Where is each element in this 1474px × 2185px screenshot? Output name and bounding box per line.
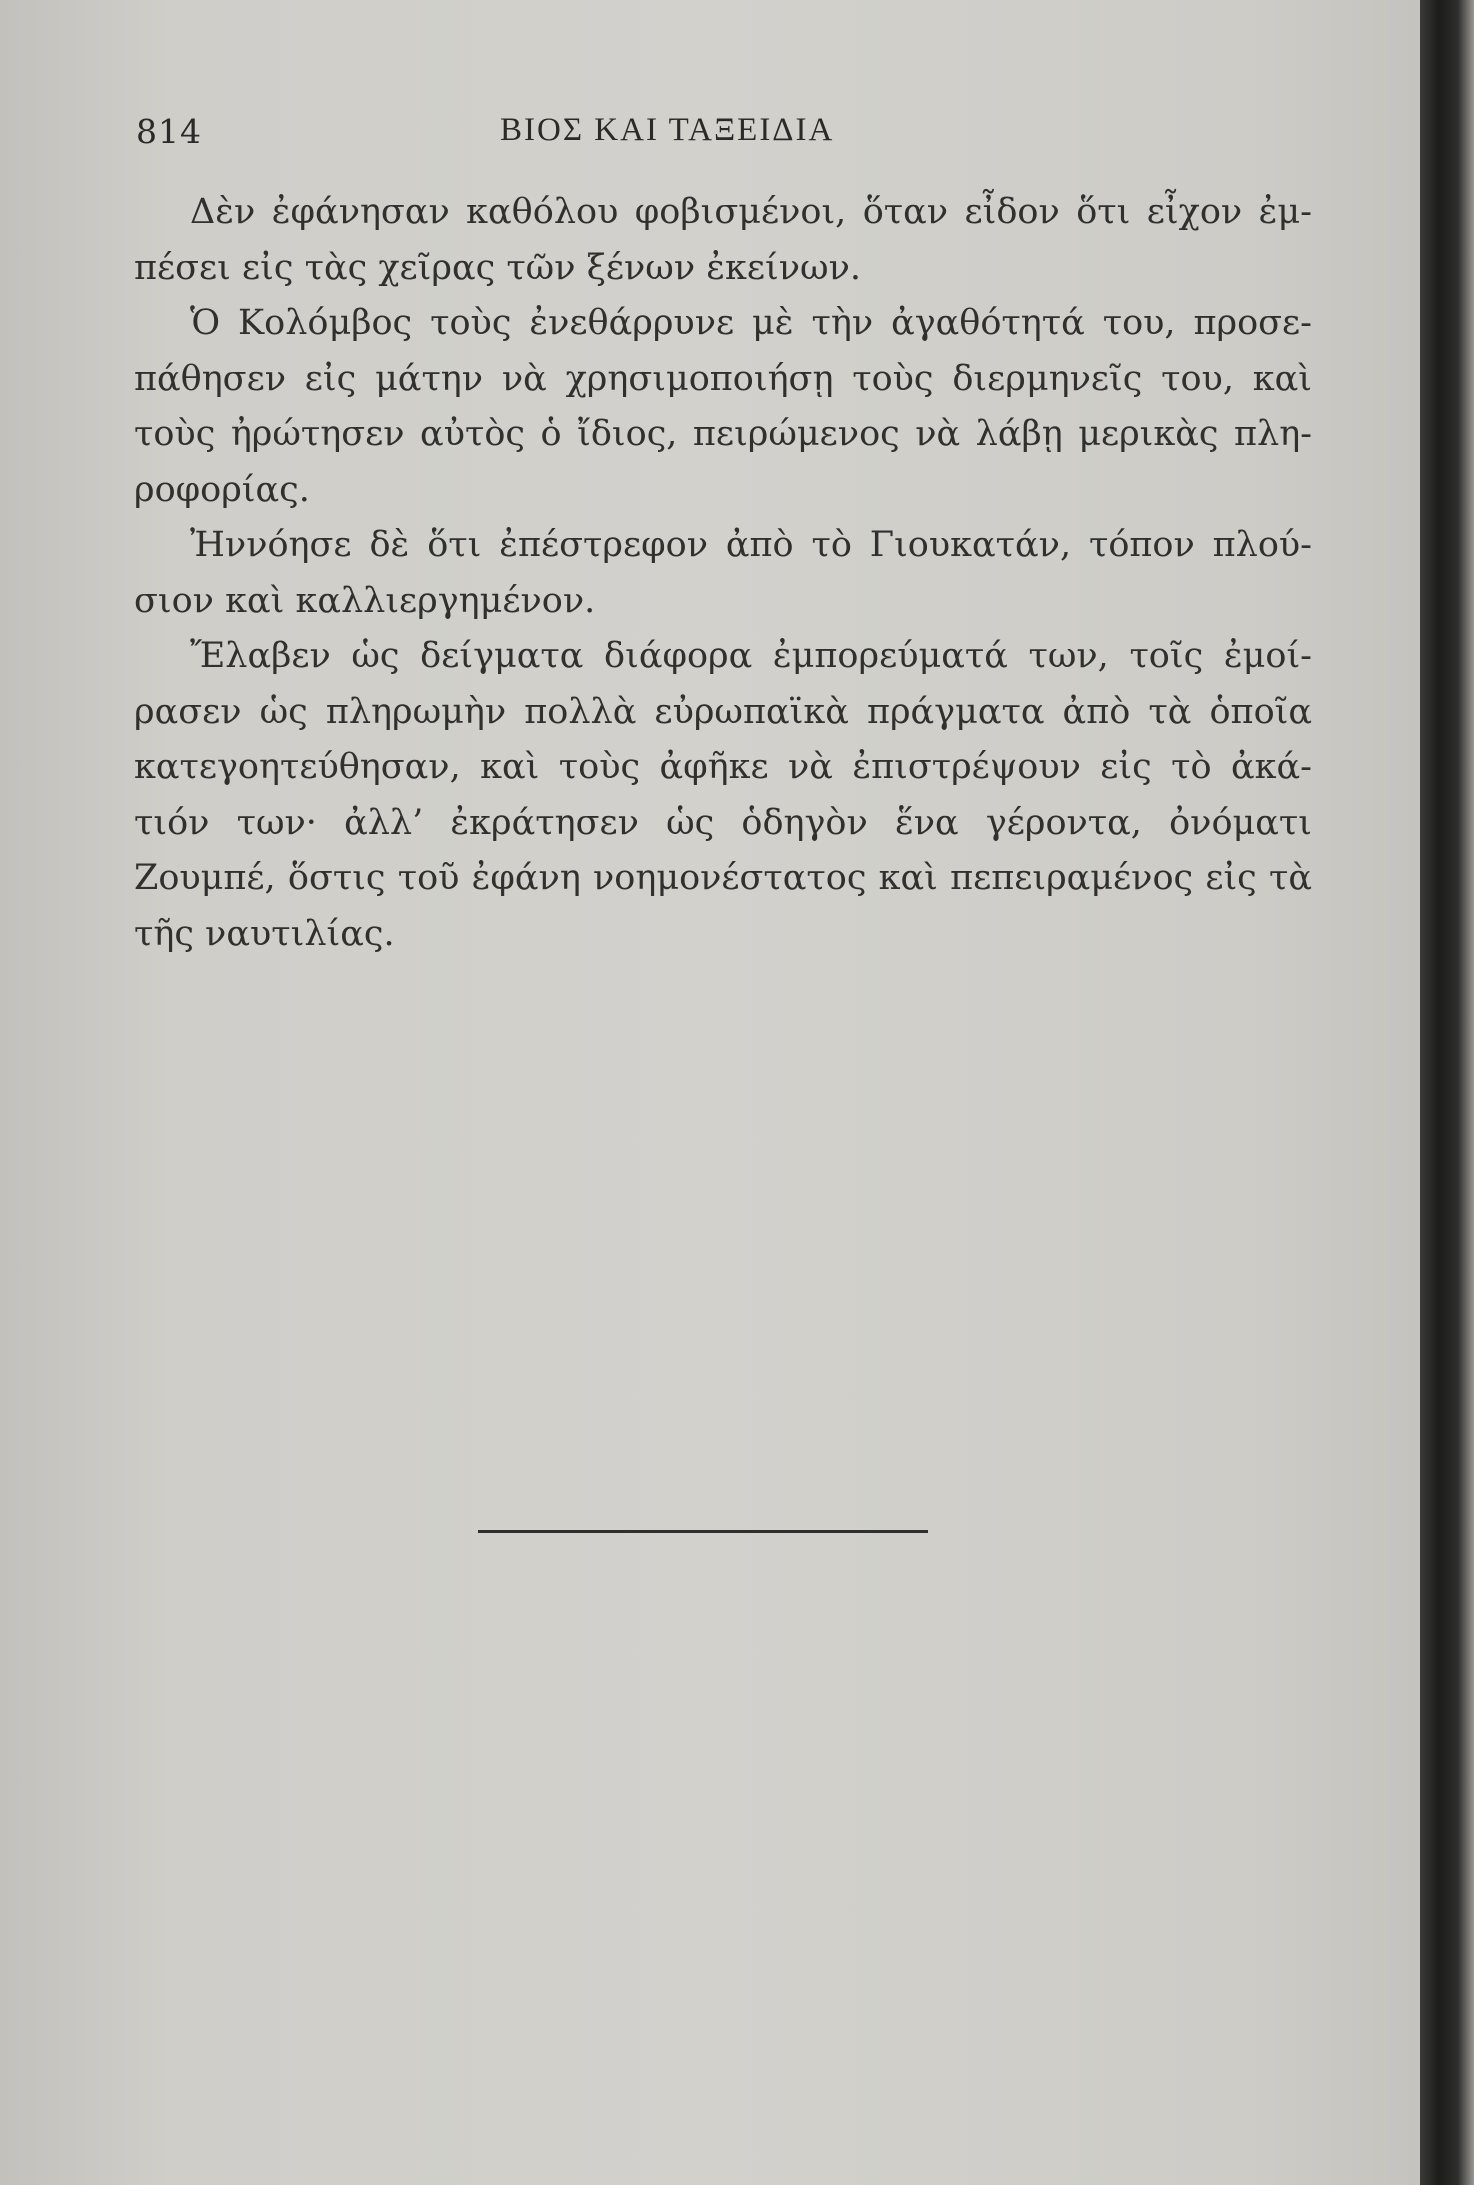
paragraph-4: Ἔλαβεν ὡς δείγματα διάφορα ἐμπορεύματά των, τοῖς ἐμοί-ρασεν ὡς πληρωμὴν πολλὰ εὐρωπαϊκὰ πράγματα ἀπὸ τὰ ὁποῖα κατεγοητεύθησαν, καὶ τοὺς ἀφῆκε νὰ ἐπιστρέψουν εἰς τὸ ἀκά-τιόν των· ἀλλ’ ἐκράτησεν ὡς ὁδηγὸν ἕνα γέροντα, ὀνόματι Ζουμπέ, ὅστις τοῦ ἐφάνη νοημονέστατος καὶ πεπειραμένος εἰς τὰ τῆς ναυτιλίας.	[134, 636, 1312, 954]
page-header	[0, 112, 1420, 162]
page-number: 814	[136, 112, 202, 151]
paragraph-2: Ὁ Κολόμβος τοὺς ἐνεθάρρυνε μὲ τὴν ἀγαθότητά του, προσε-πάθησεν εἰς μάτην νὰ χρησιμοποιήσῃ τοὺς διερμηνεῖς του, καὶ τοὺς ἠρώτησεν αὐτὸς ὁ ἴδιος, πειρώμενος νὰ λάβῃ μερικὰς πλη-ροφορίας.	[134, 303, 1312, 510]
paragraph-3: Ἠννόησε δὲ ὅτι ἐπέστρεφον ἀπὸ τὸ Γιουκατάν, τόπον πλού-σιον καὶ καλλιεργημένον.	[134, 525, 1312, 621]
end-rule	[478, 1530, 928, 1533]
running-head: ΒΙΟΣ ΚΑΙ ΤΑΞΕΙΔΙΑ	[500, 112, 835, 148]
book-spine-edge	[1420, 0, 1474, 2185]
body-text	[134, 185, 1312, 962]
paragraph-1: Δὲν ἐφάνησαν καθόλου φοβισμένοι, ὅταν εἶδον ὅτι εἶχον ἐμ-πέσει εἰς τὰς χεῖρας τῶν ξένων ἐκείνων.	[134, 192, 1312, 288]
